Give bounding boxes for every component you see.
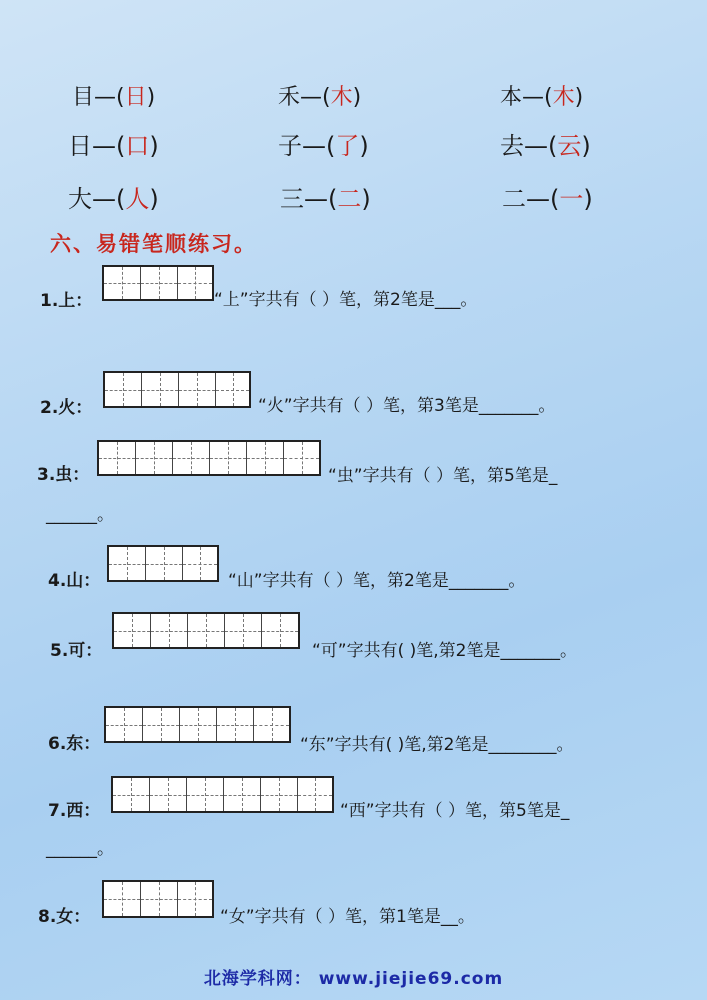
grid-cell[interactable] bbox=[180, 708, 217, 741]
question-5-text: “可”字共有( )笔,第2笔是_______。 bbox=[312, 641, 578, 661]
grid-cell[interactable] bbox=[254, 708, 289, 741]
question-label: 7.西： bbox=[48, 801, 101, 821]
question-7-text-cont: ______。 bbox=[46, 839, 114, 859]
paren: ) bbox=[361, 185, 371, 213]
grid-cell[interactable] bbox=[261, 778, 298, 811]
pair-answer: 人 bbox=[125, 185, 150, 213]
grid-cell[interactable] bbox=[141, 882, 178, 916]
question-2-text: “火”字共有（ ）笔，第3笔是_______。 bbox=[258, 396, 556, 416]
question-7-label bbox=[48, 796, 100, 821]
writing-grid-4[interactable] bbox=[107, 545, 219, 582]
question-1-text: “上”字共有（ ）笔，第2笔是___。 bbox=[214, 290, 478, 310]
paren: ( bbox=[326, 132, 336, 160]
grid-cell[interactable] bbox=[151, 614, 188, 647]
footer-website: 北海学科网： www.jiejie69.com bbox=[203, 969, 504, 989]
grid-cell[interactable] bbox=[284, 442, 319, 474]
pair-answer: 云 bbox=[557, 132, 582, 160]
grid-cell[interactable] bbox=[262, 614, 298, 647]
question-label: 1.上： bbox=[40, 291, 93, 311]
dash: — bbox=[302, 132, 326, 160]
grid-cell[interactable] bbox=[225, 614, 262, 647]
pair-4 bbox=[68, 126, 159, 161]
paren: ( bbox=[116, 132, 126, 160]
grid-cell[interactable] bbox=[188, 614, 225, 647]
writing-grid-8[interactable] bbox=[102, 880, 214, 918]
writing-grid-3[interactable] bbox=[97, 440, 321, 476]
question-3-text-cont: ______。 bbox=[46, 505, 114, 525]
paren: ) bbox=[149, 185, 159, 213]
dash: — bbox=[92, 185, 116, 213]
grid-cell[interactable] bbox=[217, 708, 254, 741]
pair-answer: 了 bbox=[335, 132, 360, 160]
pair-char: 本 bbox=[500, 85, 523, 110]
grid-cell[interactable] bbox=[141, 267, 178, 299]
question-label: 2.火： bbox=[40, 398, 93, 418]
grid-cell[interactable] bbox=[104, 882, 141, 916]
dash: — bbox=[94, 85, 117, 110]
question-2-label bbox=[40, 393, 92, 418]
pair-char: 大 bbox=[68, 185, 92, 213]
grid-cell[interactable] bbox=[224, 778, 261, 811]
pair-5 bbox=[278, 126, 369, 161]
dash: — bbox=[92, 132, 116, 160]
pair-9 bbox=[502, 179, 593, 214]
grid-cell[interactable] bbox=[183, 547, 217, 580]
pair-8 bbox=[280, 179, 371, 214]
question-label: 8.女： bbox=[38, 907, 91, 927]
paren: ( bbox=[544, 85, 553, 110]
paren: ) bbox=[583, 185, 593, 213]
pair-char: 子 bbox=[278, 132, 302, 160]
question-6-text: “东”字共有( )笔,第2笔是________。 bbox=[300, 735, 574, 755]
dash: — bbox=[522, 85, 545, 110]
pair-char: 三 bbox=[280, 185, 304, 213]
dash: — bbox=[526, 185, 550, 213]
grid-cell[interactable] bbox=[105, 373, 142, 406]
pair-answer: 口 bbox=[125, 132, 150, 160]
grid-cell[interactable] bbox=[150, 778, 187, 811]
pair-answer: 一 bbox=[559, 185, 584, 213]
grid-cell[interactable] bbox=[104, 267, 141, 299]
pair-6 bbox=[500, 126, 591, 161]
paren: ( bbox=[550, 185, 560, 213]
pair-char: 禾 bbox=[278, 85, 301, 110]
question-7-text: “西”字共有（ ）笔，第5笔是_ bbox=[340, 801, 570, 821]
grid-cell[interactable] bbox=[173, 442, 210, 474]
question-3-text: “虫”字共有（ ）笔，第5笔是_ bbox=[328, 466, 558, 486]
paren: ( bbox=[116, 185, 126, 213]
writing-grid-2[interactable] bbox=[103, 371, 251, 408]
grid-cell[interactable] bbox=[142, 373, 179, 406]
question-label: 4.山： bbox=[48, 571, 101, 591]
grid-cell[interactable] bbox=[109, 547, 146, 580]
paren: ( bbox=[328, 185, 338, 213]
pair-char: 目 bbox=[72, 85, 95, 110]
dash: — bbox=[524, 132, 548, 160]
paren: ( bbox=[322, 85, 331, 110]
grid-cell[interactable] bbox=[179, 373, 216, 406]
writing-grid-6[interactable] bbox=[104, 706, 291, 743]
writing-grid-7[interactable] bbox=[111, 776, 334, 813]
grid-cell[interactable] bbox=[178, 267, 212, 299]
pair-answer: 日 bbox=[124, 85, 147, 110]
question-8-text: “女”字共有（ ）笔，第1笔是__。 bbox=[220, 907, 475, 927]
paren: ) bbox=[149, 132, 159, 160]
pair-char: 二 bbox=[502, 185, 526, 213]
paren: ) bbox=[574, 85, 584, 110]
question-label: 5.可： bbox=[50, 641, 103, 661]
paren: ) bbox=[581, 132, 591, 160]
paren: ) bbox=[352, 85, 362, 110]
writing-grid-5[interactable] bbox=[112, 612, 300, 649]
grid-cell[interactable] bbox=[178, 882, 212, 916]
pair-char: 日 bbox=[68, 132, 92, 160]
question-4-text: “山”字共有（ ）笔，第2笔是_______。 bbox=[228, 571, 526, 591]
question-label: 6.东： bbox=[48, 734, 101, 754]
question-5-label bbox=[50, 636, 102, 661]
grid-cell[interactable] bbox=[99, 442, 136, 474]
pair-3 bbox=[500, 80, 583, 111]
paren: ( bbox=[548, 132, 558, 160]
grid-cell[interactable] bbox=[210, 442, 247, 474]
grid-cell[interactable] bbox=[136, 442, 173, 474]
pair-7 bbox=[68, 179, 159, 214]
pair-char: 去 bbox=[500, 132, 524, 160]
pair-1 bbox=[72, 80, 155, 111]
grid-cell[interactable] bbox=[146, 547, 183, 580]
question-label: 3.虫： bbox=[37, 465, 90, 485]
grid-cell[interactable] bbox=[216, 373, 249, 406]
dash: — bbox=[300, 85, 323, 110]
paren: ( bbox=[116, 85, 125, 110]
pair-2 bbox=[278, 80, 361, 111]
question-1-label bbox=[40, 286, 92, 311]
dash: — bbox=[304, 185, 328, 213]
grid-cell[interactable] bbox=[113, 778, 150, 811]
pair-answer: 木 bbox=[330, 85, 353, 110]
pair-answer: 木 bbox=[552, 85, 575, 110]
question-8-label bbox=[38, 902, 90, 927]
grid-cell[interactable] bbox=[114, 614, 151, 647]
paren: ) bbox=[146, 85, 156, 110]
pair-answer: 二 bbox=[337, 185, 362, 213]
writing-grid-1[interactable] bbox=[102, 265, 214, 301]
grid-cell[interactable] bbox=[106, 708, 143, 741]
grid-cell[interactable] bbox=[143, 708, 180, 741]
grid-cell[interactable] bbox=[247, 442, 284, 474]
section-title: 六、易错笔顺练习。 bbox=[50, 232, 257, 256]
grid-cell[interactable] bbox=[187, 778, 224, 811]
question-6-label bbox=[48, 729, 100, 754]
question-4-label bbox=[48, 566, 100, 591]
grid-cell[interactable] bbox=[298, 778, 332, 811]
question-3-label bbox=[37, 460, 89, 485]
paren: ) bbox=[359, 132, 369, 160]
